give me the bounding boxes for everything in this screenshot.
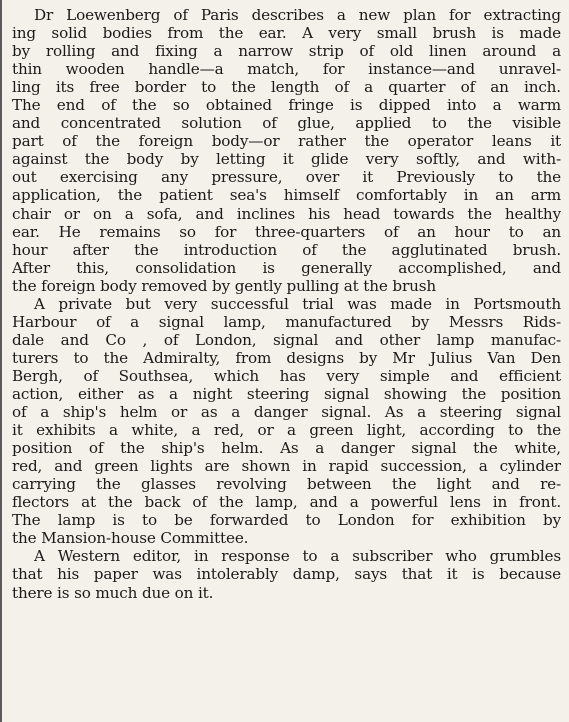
text-line: position of the ship's helm. As a danger signal the white, [12,439,561,458]
text-line: part of the foreign body—or rather the operator leans it [12,132,561,151]
article-column [12,6,561,602]
text-line: it exhibits a white, a red, or a green light, according to the [12,421,561,440]
text-line: A Western editor, in response to a subscriber who grumbles [34,547,561,566]
text-line: ing solid bodies from the ear. A very small brush is made [12,24,561,43]
text-line: of a ship's helm or as a danger signal. As a steering signal [12,403,561,422]
text-line: action, either as a night steering signal showing the position [12,384,561,403]
text-line: by rolling and fixing a narrow strip of old linen around a [12,42,561,61]
text-line: hour after the introduction of the agglutinated brush. [12,240,561,259]
text-line: flectors at the back of the lamp, and a powerful lens in front. [12,493,561,512]
text-line: dale and Co , of London, signal and other lamp manufac- [12,330,561,349]
text-line: thin wooden handle—a match, for instance—and unravel- [12,60,561,79]
text-line: turers to the Admiralty, from designs by Mr Julius Van Den [12,348,561,367]
text-line: that his paper was intolerably damp, says that it is because [12,565,561,584]
text-line: ear. He remains so for three-quarters of an hour to an [12,222,561,241]
text-line: red, and green lights are shown in rapid succession, a cylinder [12,457,561,476]
text-line: chair or on a sofa, and inclines his head towards the healthy [12,204,561,223]
text-line: against the body by letting it glide very softly, and with- [12,150,561,169]
text-line: the Mansion-house Committee. [12,529,249,548]
text-line: carrying the glasses revolving between the light and re- [12,475,561,494]
text-line: there is so much due on it. [12,583,214,602]
text-line: Harbour of a signal lamp, manufactured by Messrs Rids- [12,312,561,331]
text-line: and concentrated solution of glue, applied to the visible [12,114,561,133]
text-line: out exercising any pressure, over it Previously to the [12,168,561,187]
text-line: the foreign body removed by gently pulling at the brush [12,276,436,295]
text-line: A private but very successful trial was made in Portsmouth [34,294,561,313]
text-line: application, the patient sea's himself comfortably in an arm [12,186,561,205]
paragraph-ear-extraction [12,6,561,295]
text-line: Dr Loewenberg of Paris describes a new plan for extracting [34,6,561,24]
paragraph-signal-lamp [12,295,561,548]
paragraph-editor-joke [12,547,561,601]
text-line: ling its free border to the length of a quarter of an inch. [12,78,561,97]
text-line: The lamp is to be forwarded to London for exhibition by [12,511,561,530]
text-line: The end of the so obtained fringe is dipped into a warm [12,96,561,115]
text-line: Bergh, of Southsea, which has very simple and efficient [12,366,561,385]
text-line: After this, consolidation is generally accomplished, and [12,258,561,277]
